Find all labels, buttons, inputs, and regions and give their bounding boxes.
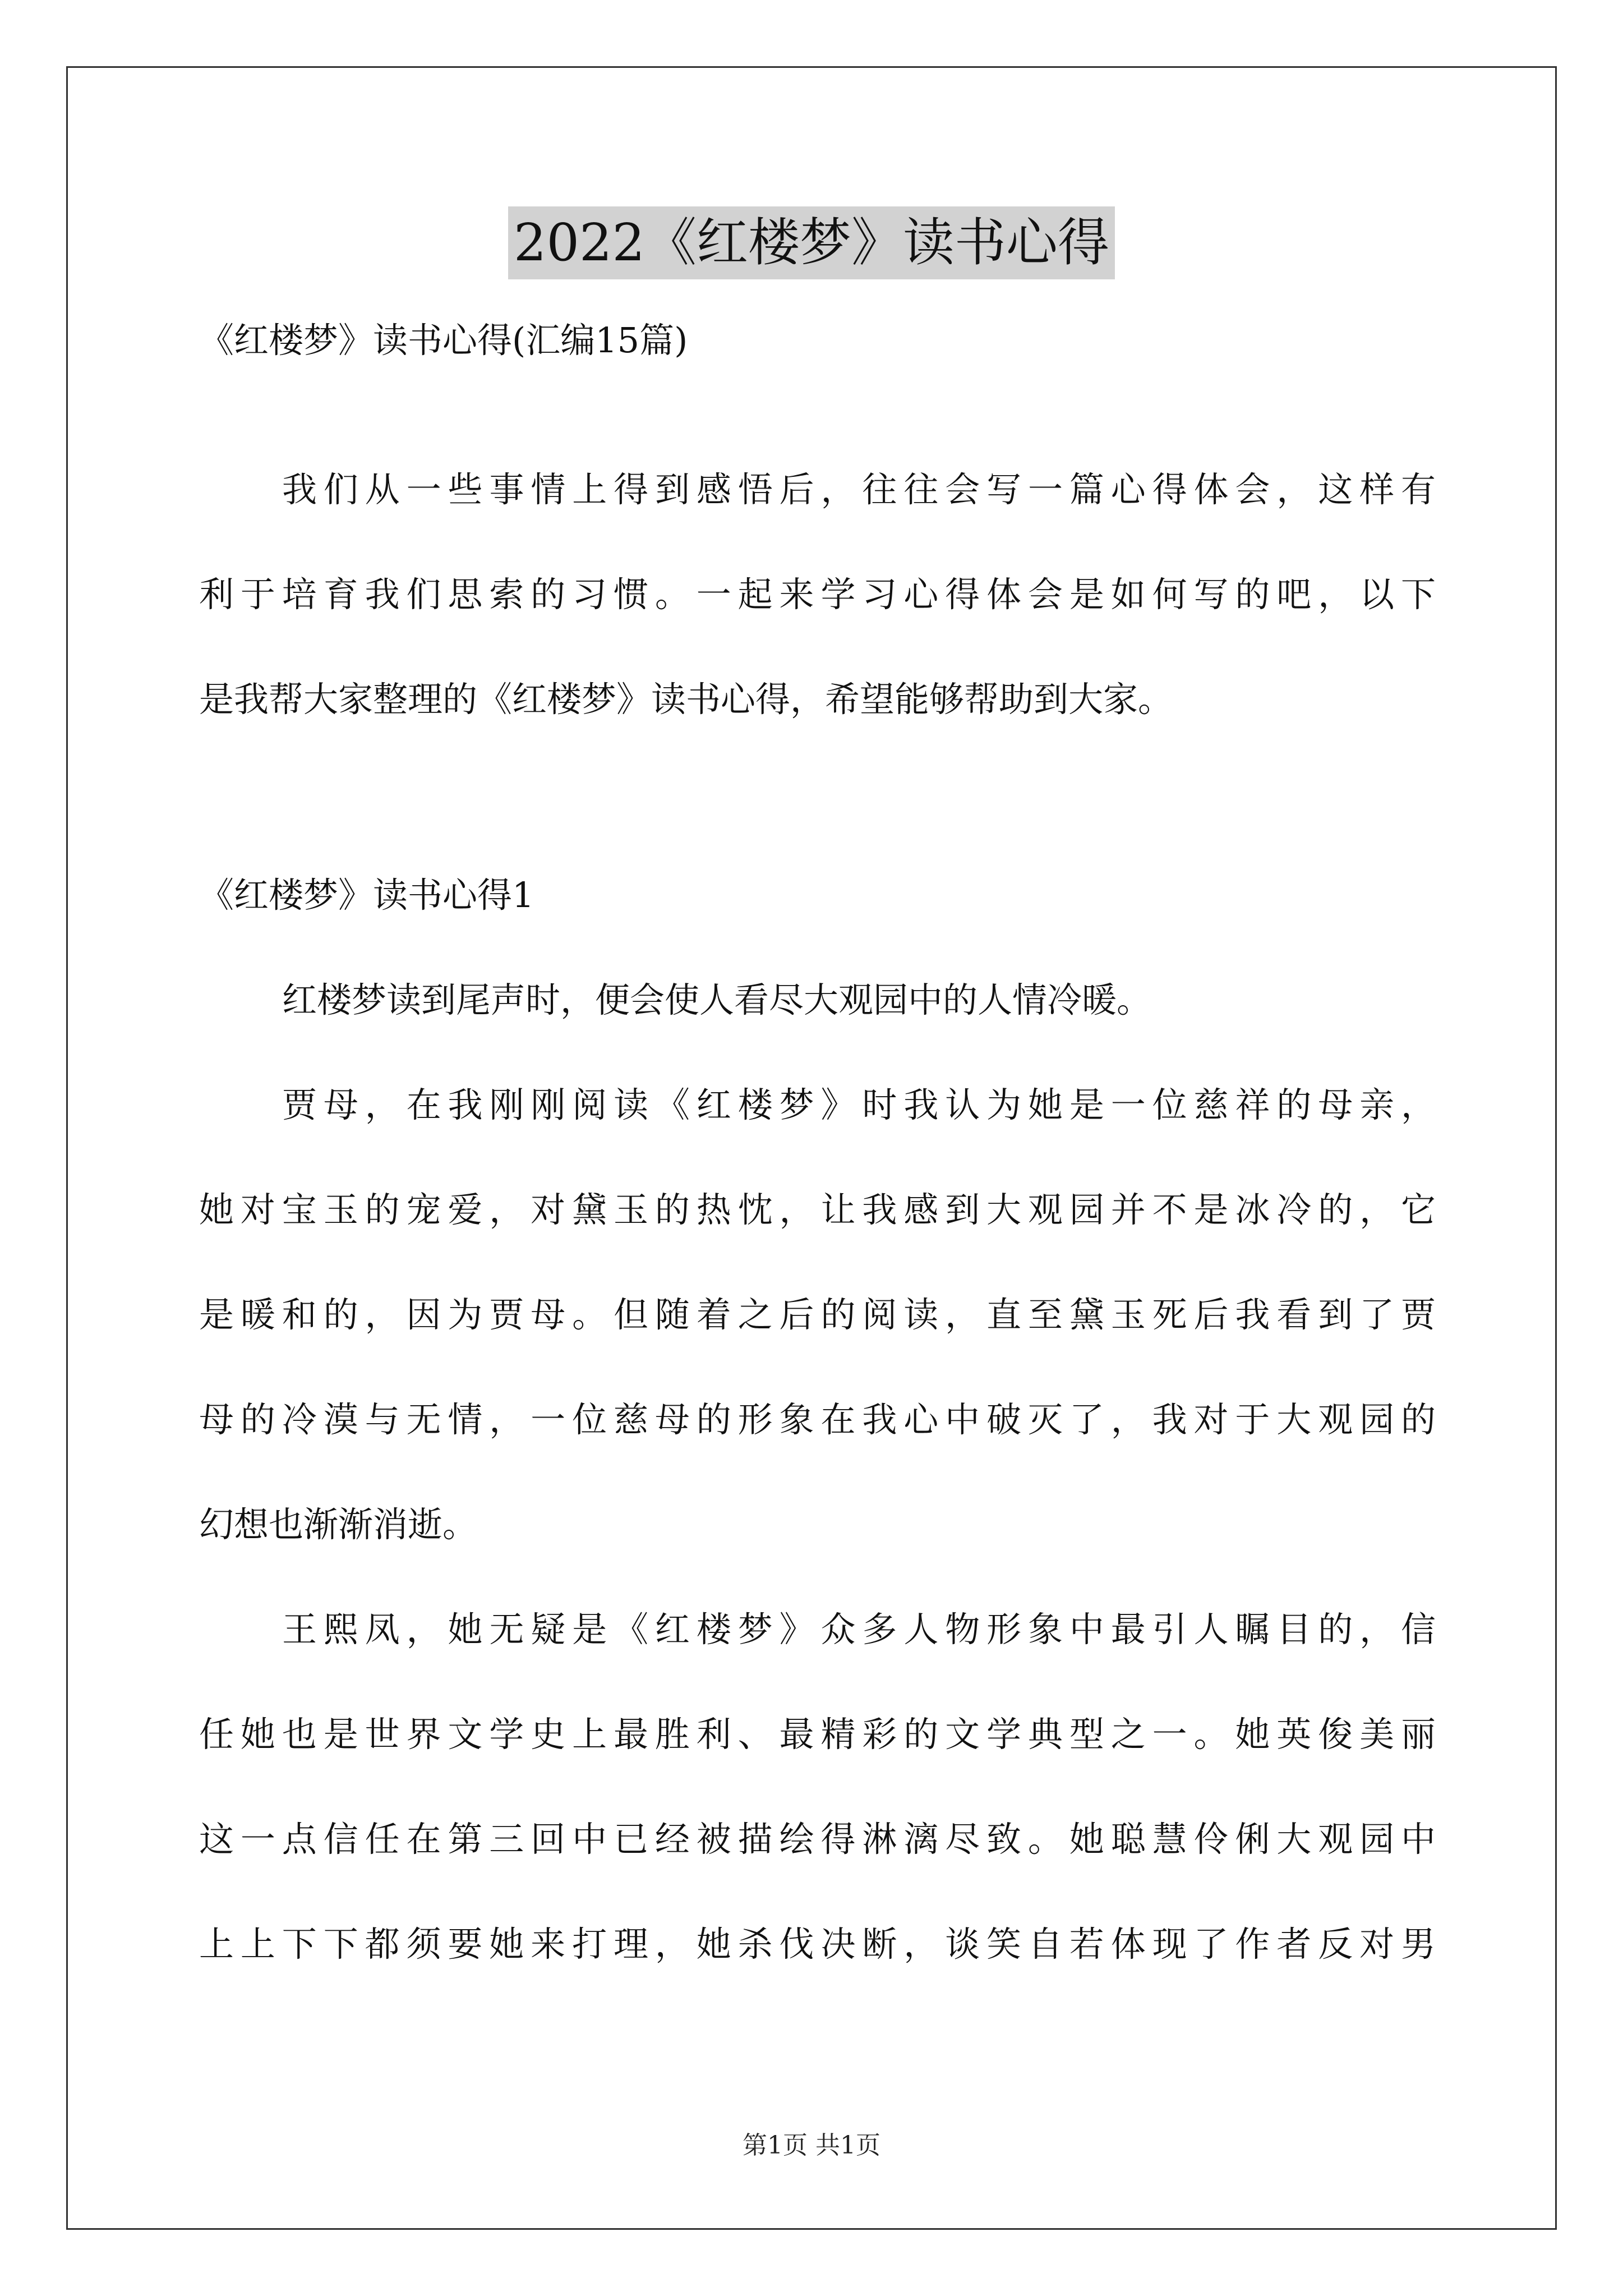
para3-line-4: 上上下下都须要她来打理，她杀伐决断，谈笑自若体现了作者反对男	[199, 1924, 1436, 1964]
document-subtitle: 《红楼梦》读书心得(汇编15篇)	[199, 320, 688, 361]
para2-line-1: 贾母，在我刚刚阅读《红楼梦》时我认为她是一位慈祥的母亲，	[282, 1084, 1436, 1125]
para2-line-5: 幻想也渐渐消逝。	[199, 1504, 478, 1545]
intro-line-1: 我们从一些事情上得到感悟后，往往会写一篇心得体会，这样有	[282, 469, 1436, 510]
page-footer: 第1页 共1页	[743, 2131, 880, 2160]
para3-line-1: 王熙凤，她无疑是《红楼梦》众多人物形象中最引人瞩目的，信	[282, 1609, 1436, 1650]
para2-line-4: 母的冷漠与无情，一位慈母的形象在我心中破灭了，我对于大观园的	[199, 1399, 1436, 1440]
para2-line-2: 她对宝玉的宠爱，对黛玉的热忱，让我感到大观园并不是冰冷的，它	[199, 1189, 1436, 1230]
para3-line-2: 任她也是世界文学史上最胜利、最精彩的文学典型之一。她英俊美丽	[199, 1714, 1436, 1755]
document-title: 2022《红楼梦》读书心得	[508, 206, 1115, 279]
document-body	[199, 303, 1436, 1962]
para1-line-1: 红楼梦读到尾声时，便会使人看尽大观园中的人情冷暖。	[282, 979, 1152, 1020]
section-heading: 《红楼梦》读书心得1	[199, 875, 534, 915]
intro-line-2: 利于培育我们思索的习惯。一起来学习心得体会是如何写的吧，以下	[199, 574, 1436, 615]
para3-line-3: 这一点信任在第三回中已经被描绘得淋漓尽致。她聪慧伶俐大观园中	[199, 1819, 1436, 1860]
para2-line-3: 是暖和的，因为贾母。但随着之后的阅读，直至黛玉死后我看到了贾	[199, 1294, 1436, 1335]
title-container	[0, 206, 1623, 279]
intro-line-3: 是我帮大家整理的《红楼梦》读书心得，希望能够帮助到大家。	[199, 679, 1173, 720]
